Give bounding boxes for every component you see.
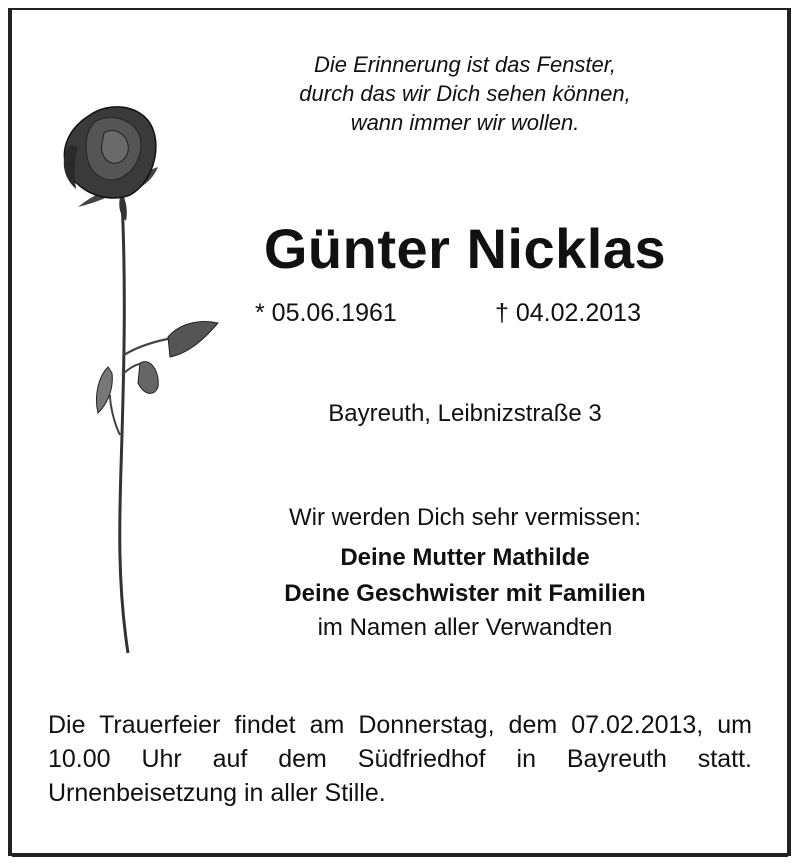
- mourner-mother: Deine Mutter Mathilde: [340, 544, 590, 571]
- frame-left-border: [8, 8, 12, 856]
- birth-date: * 05.06.1961: [255, 299, 397, 327]
- frame-right-border: [787, 8, 791, 856]
- quote-line: wann immer wir wollen.: [350, 110, 580, 135]
- frame-bottom-border: [12, 853, 788, 857]
- deceased-name: Günter Nicklas: [263, 217, 667, 280]
- mourner-siblings: Deine Geschwister mit Familien: [284, 580, 646, 607]
- frame-top-border: [8, 8, 791, 10]
- mourner-relatives: im Namen aller Verwandten: [317, 614, 613, 641]
- death-date: † 04.02.2013: [495, 299, 641, 327]
- address: Bayreuth, Leibnizstraße 3: [328, 400, 602, 427]
- quote-line: durch das wir Dich sehen können,: [299, 81, 631, 106]
- memorial-quote: [230, 50, 700, 137]
- quote-line: Die Erinnerung ist das Fenster,: [313, 52, 617, 77]
- funeral-notice: Die Trauerfeier findet am Donnerstag, dem 07.02.2013, um 10.00 Uhr auf dem Südfriedhof in Bayreuth statt. Urnenbeisetzung in aller Stille.: [48, 711, 752, 807]
- farewell-intro: Wir werden Dich sehr vermissen:: [288, 504, 642, 531]
